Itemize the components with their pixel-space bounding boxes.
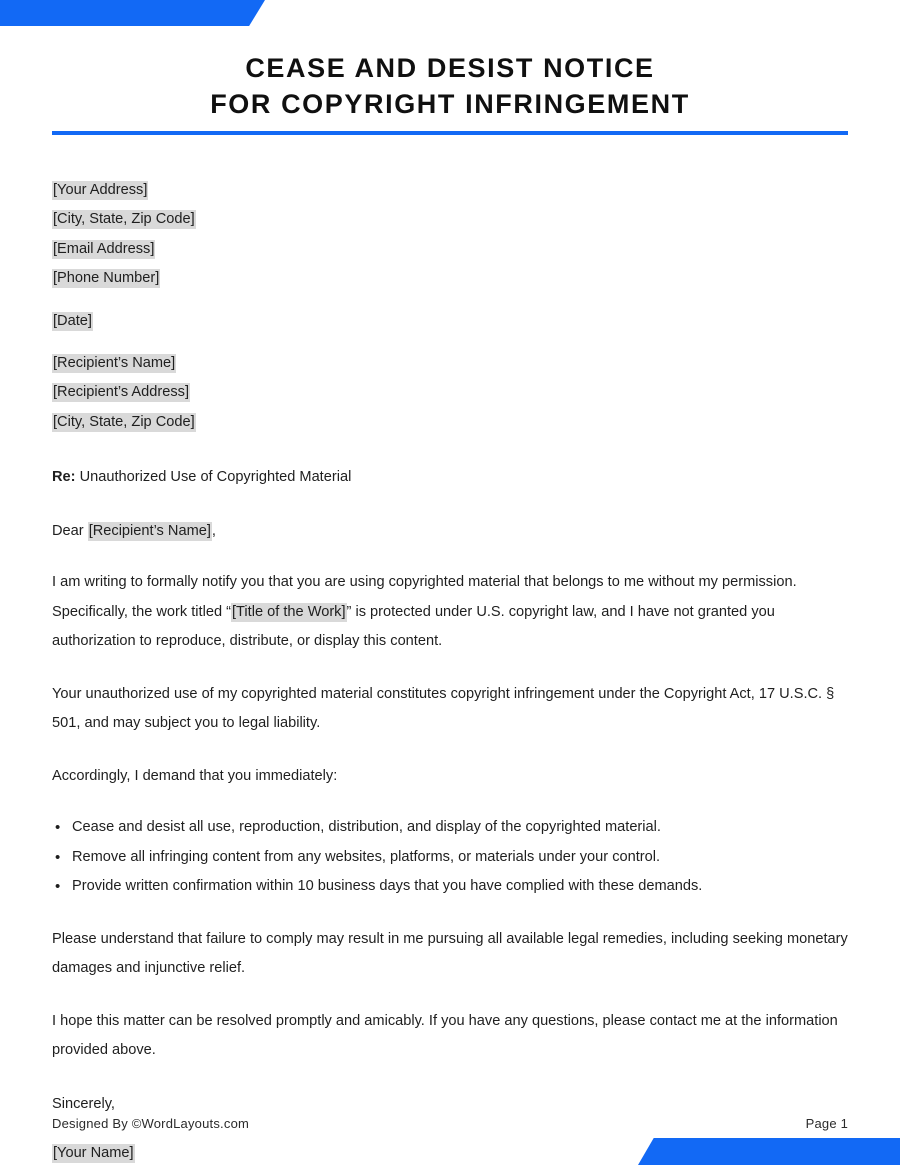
list-item <box>52 872 848 902</box>
decorative-corner-top-left <box>0 0 265 26</box>
body-paragraph-4: Please understand that failure to comply may result in me pursuing all available legal remedies, including seeking monetary damages and injunctive relief. <box>52 930 848 977</box>
recipient-address-placeholder[interactable]: [Recipient’s Address] <box>53 384 190 401</box>
subject-line <box>52 463 848 491</box>
signature-line <box>52 1139 848 1167</box>
demand-text: Remove all infringing content from any websites, platforms, or materials under your control. <box>72 848 661 865</box>
subject-label: Re: <box>52 469 76 486</box>
sender-city-state-zip-placeholder[interactable]: [City, State, Zip Code] <box>53 211 195 228</box>
footer-page-number: Page 1 <box>805 1116 848 1131</box>
signature-name-placeholder[interactable]: [Your Name] <box>53 1144 134 1161</box>
demands-list <box>52 813 848 902</box>
date-block <box>52 307 848 336</box>
sender-email-line <box>52 235 848 264</box>
spacer-after-date-block <box>52 336 848 349</box>
document-footer <box>52 1116 848 1131</box>
document-body <box>52 176 848 1167</box>
recipient-address-line <box>52 378 848 407</box>
work-title-placeholder[interactable]: [Title of the Work] <box>231 603 346 620</box>
sender-address-block <box>52 176 848 294</box>
demand-text: Cease and desist all use, reproduction, distribution, and display of the copyrighted material. <box>72 819 661 836</box>
sender-phone-placeholder[interactable]: [Phone Number] <box>53 270 160 287</box>
recipient-address-block <box>52 349 848 437</box>
bullet-icon: • <box>55 819 61 837</box>
page-title-line-2: FOR COPYRIGHT INFRINGEMENT <box>210 89 690 119</box>
salutation-suffix: , <box>211 523 216 540</box>
body-paragraph-1-part-2: ” is protected under U.S. copyright law, and I have not granted you authorization to reproduce, distribute, or display this content. <box>52 603 775 650</box>
title-divider-rule <box>52 131 848 135</box>
body-paragraph-5: I hope this matter can be resolved promptly and amicably. If you have any questions, please contact me at the information provided above. <box>52 1012 838 1059</box>
body-paragraph-2: Your unauthorized use of my copyrighted material constitutes copyright infringement under the Copyright Act, 17 U.S.C. § 501, and may subject you to legal liability. <box>52 685 835 732</box>
bullet-icon: • <box>55 848 61 866</box>
salutation-recipient-placeholder[interactable]: [Recipient’s Name] <box>88 523 211 540</box>
recipient-name-placeholder[interactable]: [Recipient’s Name] <box>53 355 176 372</box>
date-line <box>52 307 848 336</box>
demand-text: Provide written confirmation within 10 business days that you have complied with these demands. <box>72 878 703 895</box>
sender-address-line <box>52 176 848 205</box>
recipient-city-state-zip-placeholder[interactable]: [City, State, Zip Code] <box>53 413 195 430</box>
body-paragraph-1 <box>52 568 848 657</box>
bullet-icon: • <box>55 878 61 896</box>
subject-text: Unauthorized Use of Copyrighted Material <box>75 469 352 486</box>
salutation-line <box>52 517 848 545</box>
recipient-city-state-zip-line <box>52 408 848 437</box>
page-title-line-1: CEASE AND DESIST NOTICE <box>245 53 655 83</box>
sender-phone-line <box>52 264 848 293</box>
body-paragraph-3: Accordingly, I demand that you immediately: <box>52 767 338 784</box>
sender-city-state-zip-line <box>52 205 848 234</box>
date-placeholder[interactable]: [Date] <box>53 312 92 329</box>
list-item <box>52 813 848 843</box>
sender-address-placeholder[interactable]: [Your Address] <box>53 182 148 198</box>
spacer-after-sender-block <box>52 294 848 307</box>
sender-email-placeholder[interactable]: [Email Address] <box>53 240 155 257</box>
valediction-line: Sincerely, <box>52 1095 115 1112</box>
recipient-name-line <box>52 349 848 378</box>
body-paragraph-1-part-1: I am writing to formally notify you that you are using copyrighted material that belongs to me without my permission. Specifically, the work titled “ <box>52 574 797 620</box>
footer-credit: Designed By ©WordLayouts.com <box>52 1116 250 1131</box>
list-item <box>52 843 848 873</box>
salutation-prefix: Dear <box>52 523 88 540</box>
